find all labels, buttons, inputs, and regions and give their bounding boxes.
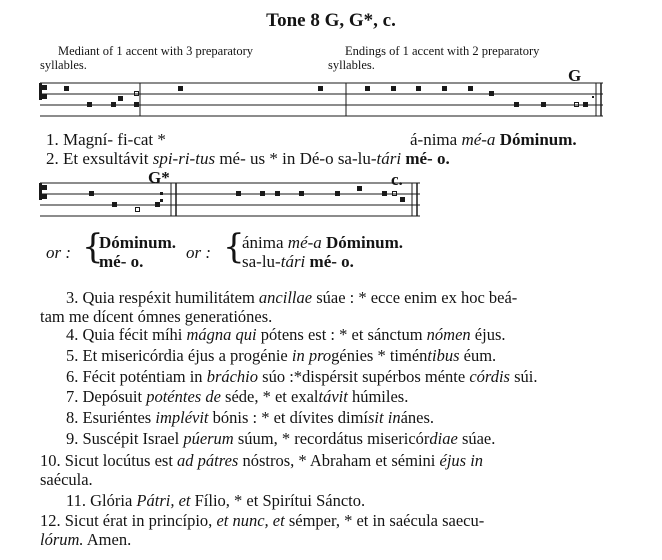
- verse-1-text: Magní- fi-cat *: [63, 130, 166, 149]
- staff-2-bars: [171, 183, 417, 216]
- verse-line: [40, 307, 272, 327]
- verse-text: Quia fécit míhi: [82, 325, 187, 344]
- verse-text: súo :*dispérsit supérbos ménte: [258, 367, 470, 386]
- verse-text: Fécit poténtiam in: [82, 367, 207, 386]
- verse-text: súi.: [509, 367, 538, 386]
- c-clef-icon: [39, 183, 47, 200]
- verse-text: Sicut locútus est: [64, 451, 178, 470]
- verse-italic-text: éjus in: [439, 451, 484, 470]
- verse-line: [66, 288, 517, 308]
- verse-line: [66, 367, 537, 387]
- alt-option-2-line-2-italic: tári: [280, 252, 306, 271]
- verse-italic-text: nómen: [426, 325, 471, 344]
- verse-2-text-cont: mé- us * in Dé-o sa-lu-: [219, 149, 377, 168]
- verse-number: 3.: [66, 288, 83, 307]
- verse-line: [40, 451, 483, 471]
- verse-text: Quia respéxit humilitátem: [82, 288, 259, 307]
- verse-number: 8.: [66, 408, 83, 427]
- verse-text: Sicut érat in princípio,: [64, 511, 217, 530]
- verse-2-accent: mé- o.: [405, 149, 450, 168]
- alt-option-2-line-2-accent: mé- o.: [309, 252, 354, 271]
- ending-label-g: G: [568, 66, 582, 85]
- endings-note-line1: Endings of 1 accent with 2 preparatory: [345, 44, 540, 58]
- alt-or-2: or :: [186, 243, 212, 262]
- verse-text: Depósuit: [82, 387, 147, 406]
- verse-number: 5.: [66, 346, 83, 365]
- verse-1-ending-italic: mé-a: [461, 130, 496, 149]
- verse-text: bónis : * et dívites dimí: [208, 408, 369, 427]
- verse-italic-text: et nunc, et: [216, 511, 285, 530]
- verse-text: séde, * et exal: [220, 387, 319, 406]
- verse-italic-text: bráchio: [206, 367, 259, 386]
- verse-1-number: 1.: [46, 130, 59, 149]
- mediant-note-line2: syllables.: [40, 58, 87, 72]
- alt-option-1-line-1: Dóminum.: [99, 233, 176, 252]
- verse-text: Amen.: [83, 530, 132, 549]
- mediant-note-line1: Mediant of 1 accent with 3 preparatory: [58, 44, 254, 58]
- verse-text: tam me dícent ómnes generatiónes.: [40, 307, 273, 326]
- brace-icon: {: [82, 227, 104, 267]
- verse-2-text: Et exsultávit: [63, 149, 149, 168]
- verse-number: 11.: [66, 491, 91, 510]
- verse-2-italic-2: tári: [376, 149, 402, 168]
- verse-line: [66, 408, 434, 428]
- verse-italic-text: sit in: [368, 408, 401, 427]
- verse-italic-text: in pro: [291, 346, 332, 365]
- alt-option-2-line-1: ánima: [242, 233, 284, 252]
- verse-line: [40, 511, 484, 531]
- alt-option-1-line-2: mé- o.: [99, 252, 144, 271]
- verse-text: saécula.: [40, 470, 93, 489]
- verse-text: súae : * ecce enim ex hoc beá-: [312, 288, 518, 307]
- verse-number: 10.: [40, 451, 65, 470]
- verse-italic-text: poténtes de: [146, 387, 221, 406]
- verse-italic-text: tibus: [427, 346, 460, 365]
- verse-italic-text: diae: [429, 429, 458, 448]
- verse-line: [66, 387, 408, 407]
- verse-line: [40, 470, 93, 490]
- verse-2-italic: spi-ri-tus: [152, 149, 216, 168]
- verse-text: éjus.: [470, 325, 506, 344]
- alt-or-1: or :: [46, 243, 72, 262]
- verse-number: 7.: [66, 387, 83, 406]
- verse-text: sémper, * et in saécula saecu-: [284, 511, 485, 530]
- verse-line: [66, 429, 495, 449]
- verse-number: 4.: [66, 325, 83, 344]
- verse-line: [66, 325, 506, 345]
- ending-label-c: c.: [391, 170, 403, 189]
- verse-text: pótens est : * et sánctum: [256, 325, 427, 344]
- verse-text: húmiles.: [347, 387, 409, 406]
- verse-italic-text: távit: [318, 387, 348, 406]
- staff-2-lines: [40, 183, 420, 216]
- page-title: Tone 8 G, G*, c.: [266, 10, 396, 31]
- alt-option-2-line-2: sa-lu-: [242, 252, 281, 271]
- verse-italic-text: lórum.: [40, 530, 84, 549]
- brace-icon: {: [223, 227, 245, 267]
- ending-label-g-star: G*: [148, 168, 170, 187]
- endings-note-line2: syllables.: [328, 58, 375, 72]
- verse-text: Et misericórdia éjus a progénie: [82, 346, 292, 365]
- staff-1-notes: [64, 86, 588, 107]
- verse-text: Glória: [90, 491, 137, 510]
- verse-text: Esuriéntes: [82, 408, 156, 427]
- verse-italic-text: ad pátres: [177, 451, 239, 470]
- verse-italic-text: ancillae: [258, 288, 313, 307]
- verse-text: nóstros, * Abraham et sémini: [238, 451, 440, 470]
- verse-2-number: 2.: [46, 149, 59, 168]
- verse-text: Fílio, * et Spirítui Sáncto.: [190, 491, 366, 510]
- verse-text: súae.: [457, 429, 496, 448]
- verse-italic-text: implévit: [155, 408, 209, 427]
- alt-option-2-line-1-accent: Dóminum.: [326, 233, 404, 252]
- verse-text: génies * timén: [331, 346, 428, 365]
- verse-line: [40, 530, 131, 550]
- verse-number: 12.: [40, 511, 65, 530]
- verse-italic-text: púerum: [183, 429, 234, 448]
- staff-1-bars: [140, 83, 601, 116]
- verse-line: [66, 346, 496, 366]
- staff-2-notes: [89, 186, 405, 207]
- verse-line: [66, 491, 365, 511]
- verse-text: súum, * recordátus misericór: [233, 429, 430, 448]
- verse-number: 6.: [66, 367, 83, 386]
- verse-text: Suscépit Israel: [82, 429, 184, 448]
- verse-text: ánes.: [400, 408, 435, 427]
- verse-1-ending: á-nima: [410, 130, 458, 149]
- verse-text: éum.: [459, 346, 497, 365]
- verse-italic-text: Pátri, et: [136, 491, 191, 510]
- c-clef-icon: [39, 83, 47, 100]
- verse-1-ending-accent: Dóminum.: [499, 130, 577, 149]
- verse-italic-text: córdis: [469, 367, 510, 386]
- verse-number: 9.: [66, 429, 83, 448]
- verse-italic-text: mágna qui: [186, 325, 257, 344]
- alt-option-2-line-1-italic: mé-a: [287, 233, 322, 252]
